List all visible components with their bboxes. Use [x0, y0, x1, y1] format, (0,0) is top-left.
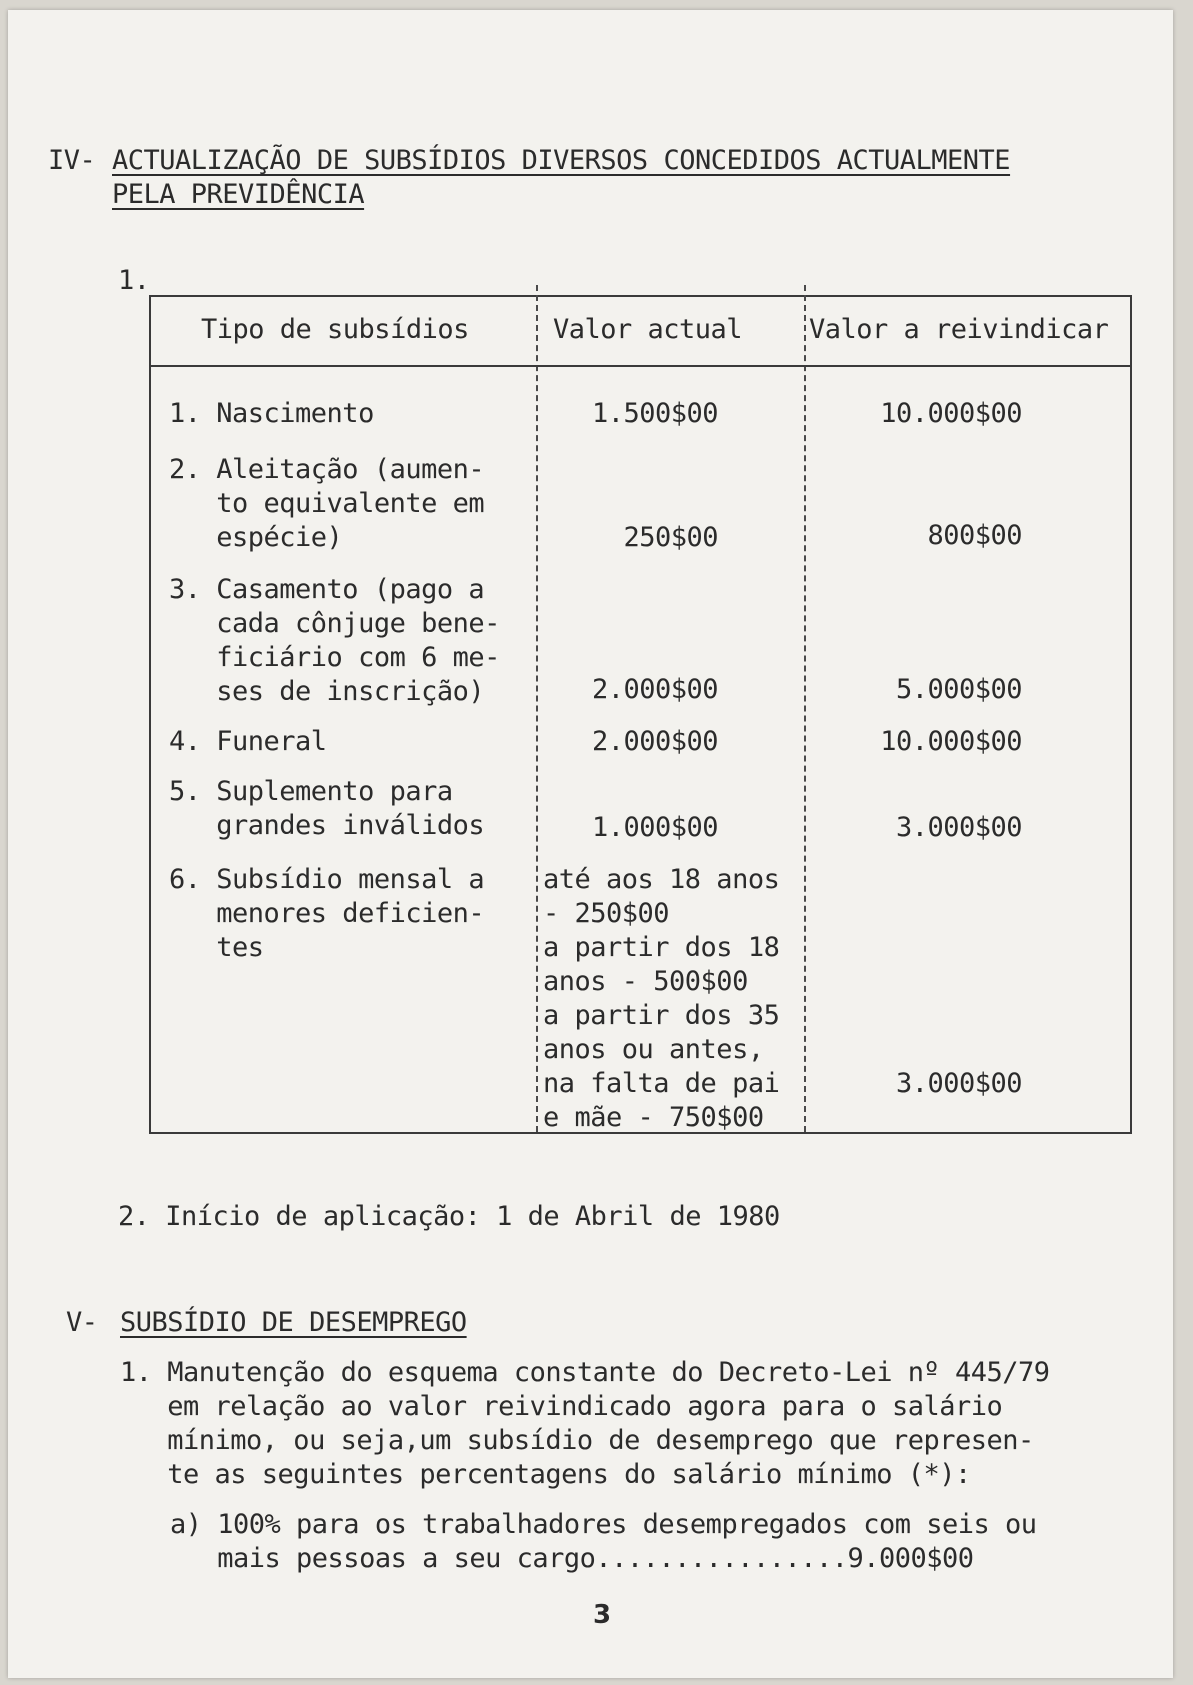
column-divider-2	[804, 285, 806, 1132]
section-v-item-1a: a) 100% para os trabalhadores desempregados com seis ou mais pessoas a seu cargo................9.000$00	[170, 1509, 1037, 1574]
row-3-tipo: 3. Casamento (pago a cada cônjuge bene- ficiário com 6 me- ses de inscrição)	[169, 574, 500, 707]
section-iv-number: IV-	[48, 145, 96, 176]
page-number: 3	[593, 1600, 612, 1630]
section-iv-title-line2: PELA PREVIDÊNCIA	[112, 179, 365, 210]
row-1-actual: 1.500$00	[591, 398, 718, 429]
row-5-reivindicar: 3.000$00	[895, 812, 1022, 843]
row-4-tipo: 4. Funeral	[169, 726, 327, 757]
section-v-title: SUBSÍDIO DE DESEMPREGO	[120, 1307, 467, 1338]
subsidies-table	[149, 295, 1132, 1134]
row-5-actual: 1.000$00	[591, 812, 718, 843]
header-tipo: Tipo de subsídios	[201, 314, 469, 345]
row-6-actual: até aos 18 anos - 250$00 a partir dos 18 anos - 500$00 a partir dos 35 anos ou antes, na falta de pai e mãe - 750$00	[543, 864, 780, 1133]
row-2-reivindicar: 800$00	[927, 520, 1022, 551]
header-valor-reivindicar: Valor a reivindicar	[809, 314, 1109, 345]
row-5-tipo: 5. Suplemento para grandes inválidos	[169, 776, 485, 841]
row-6-reivindicar: 3.000$00	[895, 1068, 1022, 1099]
header-valor-actual: Valor actual	[553, 314, 743, 345]
row-3-reivindicar: 5.000$00	[895, 674, 1022, 705]
row-4-reivindicar: 10.000$00	[880, 726, 1022, 757]
section-v-number: V-	[66, 1307, 98, 1338]
column-divider-1	[536, 285, 538, 1132]
row-2-actual: 250$00	[623, 522, 718, 553]
item-2-start-date: 2. Início de aplicação: 1 de Abril de 1980	[118, 1201, 780, 1232]
row-3-actual: 2.000$00	[591, 674, 718, 705]
row-1-reivindicar: 10.000$00	[880, 398, 1022, 429]
header-divider	[151, 365, 1130, 367]
item-1-label: 1.	[118, 265, 150, 296]
row-6-tipo: 6. Subsídio mensal a menores deficien- tes	[169, 864, 485, 963]
section-iv-title-line1: ACTUALIZAÇÃO DE SUBSÍDIOS DIVERSOS CONCEDIDOS ACTUALMENTE	[112, 145, 1011, 176]
row-2-tipo: 2. Aleitação (aumen- to equivalente em espécie)	[169, 454, 485, 553]
row-1-tipo: 1. Nascimento	[169, 398, 374, 429]
section-v-item-1: 1. Manutenção do esquema constante do Decreto-Lei nº 445/79 em relação ao valor reivindicado agora para o salário mínimo, ou seja,um subsídio de desemprego que represen- te as seguintes percentagens do salário mínimo (*):	[120, 1357, 1050, 1490]
row-4-actual: 2.000$00	[591, 726, 718, 757]
